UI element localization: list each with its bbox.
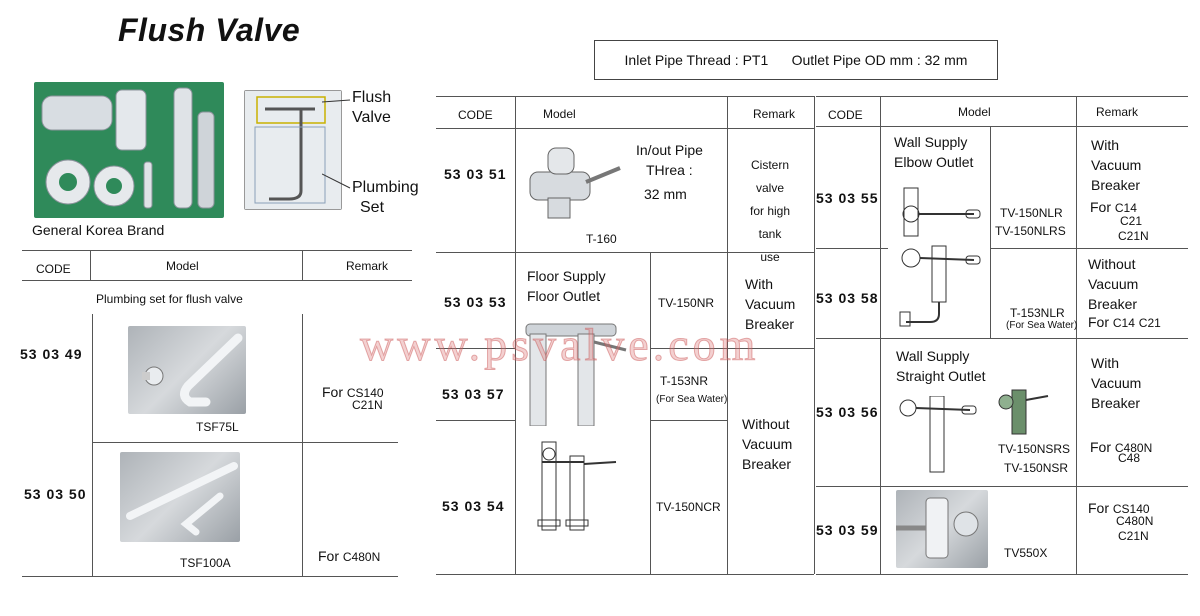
remark-530355-2: Vacuum xyxy=(1091,157,1142,173)
brand-label: General Korea Brand xyxy=(32,222,165,238)
right-row3-bottom xyxy=(816,486,1188,487)
page-title: Flush Valve xyxy=(118,12,301,48)
right-header-model: Model xyxy=(958,105,991,119)
tv150nsr-model: TV-150NSR xyxy=(1004,461,1069,475)
left-header-model: Model xyxy=(166,259,199,273)
watermark: www.psvalve.com xyxy=(360,319,760,370)
code-530349: 53 03 49 xyxy=(20,346,83,362)
plumb-label-line2: Set xyxy=(360,199,385,216)
outlet-od: Outlet Pipe OD mm : 32 mm xyxy=(791,52,968,68)
remark-530358-2: Vacuum xyxy=(1088,276,1139,292)
remark-530355-for-label: For xyxy=(1090,199,1111,215)
remark-530349-for: For xyxy=(322,384,343,400)
mid-table-top xyxy=(436,96,814,97)
left-header-remark: Remark xyxy=(346,259,389,273)
tv550x-model: TV550X xyxy=(1004,546,1048,560)
tv550x-photo xyxy=(896,490,988,568)
tsf100a-drawing xyxy=(120,452,240,542)
plumb-label-line1: Plumbing xyxy=(352,179,419,196)
code-530359: 53 03 59 xyxy=(816,522,879,538)
remark-530350-for: For xyxy=(318,548,339,564)
right-header-remark: Remark xyxy=(1096,105,1139,119)
code-530358: 53 03 58 xyxy=(816,290,879,306)
plumbing-set-label xyxy=(352,178,419,218)
elbow-group-line2: Elbow Outlet xyxy=(894,154,974,170)
remark-530354-1: Without xyxy=(742,416,790,432)
tv150ncr-model: TV-150NCR xyxy=(656,500,721,514)
mid-row3-bottom-code xyxy=(436,420,516,421)
t160-model: T-160 xyxy=(586,232,617,246)
tsf75l-model: TSF75L xyxy=(196,420,239,434)
remark-530351-2: for high tank xyxy=(749,204,791,241)
code-530354: 53 03 54 xyxy=(442,498,505,514)
tv150ncr-drawing xyxy=(530,434,640,534)
remark-530358-for1: C14 xyxy=(1112,316,1135,330)
tv150nlr-drawing xyxy=(896,184,986,240)
t160-desc-3: 32 mm xyxy=(644,186,687,202)
tv150nlr-model: TV-150NLR xyxy=(1000,206,1063,220)
tsf100a-photo xyxy=(120,452,240,542)
code-530353: 53 03 53 xyxy=(444,294,507,310)
remark-530358-for xyxy=(1088,312,1161,333)
t160-desc-2: THrea : xyxy=(646,162,693,178)
remark-530355-3: Breaker xyxy=(1091,177,1141,193)
remark-530358-for2: C21 xyxy=(1138,316,1161,330)
remark-530351-1: Cistern valve xyxy=(750,158,789,195)
code-530357: 53 03 57 xyxy=(442,386,505,402)
code-530350: 53 03 50 xyxy=(24,486,87,502)
left-table-bottom xyxy=(22,576,398,577)
t160-photo xyxy=(522,142,626,222)
right-header-bottom xyxy=(816,126,1188,127)
remark-530358-3: Breaker xyxy=(1088,296,1138,312)
remark-530353-1: With xyxy=(745,276,773,292)
mid-row3-bottom xyxy=(650,420,728,421)
flush-label-line1: Flush xyxy=(352,89,392,106)
t160-desc xyxy=(636,140,703,204)
right-table-top xyxy=(816,96,1188,97)
remark-530349-b: C21N xyxy=(352,398,383,412)
remark-530355-for2: C21 xyxy=(1120,214,1143,228)
right-col1 xyxy=(880,96,881,574)
right-header-code: CODE xyxy=(828,108,863,122)
left-hdr-col1 xyxy=(90,250,91,280)
left-header-bottom xyxy=(22,280,412,281)
straight-group-label xyxy=(896,346,986,386)
remark-530353-3: Breaker xyxy=(745,316,795,332)
remark-530356 xyxy=(1091,353,1141,413)
tv550x-drawing xyxy=(896,490,988,568)
inlet-thread: Inlet Pipe Thread : PT1 xyxy=(624,52,769,68)
flush-valve-label xyxy=(352,88,391,128)
elbow-group-label xyxy=(894,132,973,172)
mid-header-bottom xyxy=(436,128,814,129)
left-col2 xyxy=(302,314,303,576)
remark-530351 xyxy=(737,154,803,269)
t153nr-note: (For Sea Water) xyxy=(656,394,728,405)
remark-530349-a: CS140 xyxy=(346,386,384,400)
right-col2 xyxy=(990,126,991,338)
remark-530355-1: With xyxy=(1091,137,1119,153)
remark-530355-for3: C21N xyxy=(1118,229,1149,243)
tsf100a-model: TSF100A xyxy=(180,556,231,570)
pointer-lines xyxy=(322,92,352,212)
flush-label-line2: Valve xyxy=(352,109,391,126)
tsf75l-drawing xyxy=(128,326,246,414)
right-row1-bottom-code xyxy=(816,248,888,249)
floor-group-line1: Floor Supply xyxy=(527,268,606,284)
mid-header-code: CODE xyxy=(458,108,493,122)
remark-530355 xyxy=(1091,135,1141,195)
code-530355: 53 03 55 xyxy=(816,190,879,206)
remark-530356-for2: C48 xyxy=(1118,451,1141,465)
kit-parts-drawing xyxy=(34,82,224,218)
tv150nr-model: TV-150NR xyxy=(658,296,715,310)
remark-530354-3: Breaker xyxy=(742,456,792,472)
floor-group-line2: Floor Outlet xyxy=(527,288,601,304)
code-530351: 53 03 51 xyxy=(444,166,507,182)
thread-info-box xyxy=(594,40,998,80)
remark-530356-3: Breaker xyxy=(1091,395,1141,411)
tv150nsrs-model: TV-150NSRS xyxy=(998,442,1071,456)
remark-530358-for-label: For xyxy=(1088,314,1109,330)
floor-group-label xyxy=(527,266,606,306)
remark-530359-for3: C21N xyxy=(1118,529,1149,543)
t153nr-model: T-153NR xyxy=(660,374,709,388)
remark-530356-1: With xyxy=(1091,355,1119,371)
left-table-top xyxy=(22,250,412,251)
remark-530356-2: Vacuum xyxy=(1091,375,1142,391)
mid-col2 xyxy=(650,252,651,574)
t160-desc-1: In/out Pipe xyxy=(636,142,703,158)
left-hdr-col2 xyxy=(302,250,303,280)
right-row1-bottom xyxy=(990,248,1188,249)
left-col1 xyxy=(92,314,93,576)
tv150nsr-drawing xyxy=(894,396,984,476)
t160-drawing xyxy=(522,142,626,222)
tv150nsrs-drawing xyxy=(992,388,1052,438)
elbow-group-line1: Wall Supply xyxy=(894,134,968,150)
remark-530356-for1: C480N xyxy=(1114,441,1153,455)
left-header-code: CODE xyxy=(36,262,71,276)
mid-table-bottom xyxy=(436,574,814,575)
remark-530358 xyxy=(1088,254,1138,314)
left-row-divider xyxy=(92,442,398,443)
product-photo-kit xyxy=(34,82,224,218)
remark-530354 xyxy=(742,414,792,474)
straight-group-line1: Wall Supply xyxy=(896,348,970,364)
remark-530359-for-label: For xyxy=(1088,500,1109,516)
remark-530350 xyxy=(318,546,380,567)
remark-530355-for1: C14 xyxy=(1114,201,1137,215)
remark-530350-a: C480N xyxy=(342,550,381,564)
mid-col4 xyxy=(814,96,815,574)
left-section-label: Plumbing set for flush valve xyxy=(96,292,243,306)
remark-530351-3: use xyxy=(760,250,780,264)
remark-530359-for1: CS140 xyxy=(1112,502,1150,516)
remark-530359-for2: C480N xyxy=(1116,514,1154,528)
right-table-bottom xyxy=(816,574,1188,575)
remark-530353-2: Vacuum xyxy=(745,296,796,312)
tsf75l-photo xyxy=(128,326,246,414)
t153nlr-drawing xyxy=(896,242,986,328)
tv150nlrs-model: TV-150NLRS xyxy=(995,224,1066,238)
right-col3 xyxy=(1076,96,1077,574)
code-530356: 53 03 56 xyxy=(816,404,879,420)
remark-530354-2: Vacuum xyxy=(742,436,793,452)
remark-530356-for-label: For xyxy=(1090,439,1111,455)
t153nlr-note: (For Sea Water) xyxy=(1006,320,1078,331)
straight-group-line2: Straight Outlet xyxy=(896,368,986,384)
t153nlr-model: T-153NLR xyxy=(1010,306,1065,320)
mid-header-model: Model xyxy=(543,107,576,121)
right-row2-bottom xyxy=(816,338,1188,339)
mid-header-remark: Remark xyxy=(753,107,796,121)
remark-530358-1: Without xyxy=(1088,256,1136,272)
